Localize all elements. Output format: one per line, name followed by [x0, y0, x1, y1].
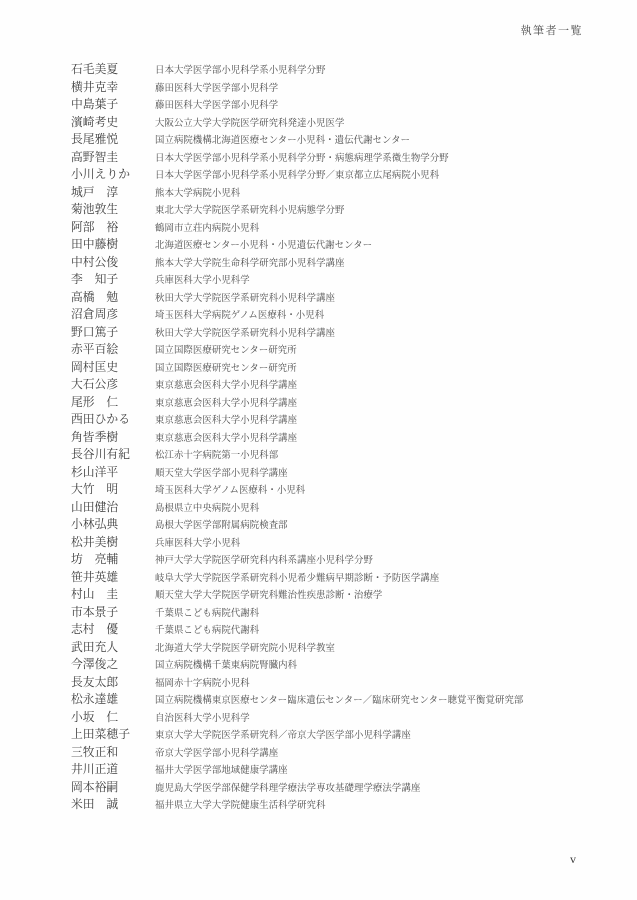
author-affiliation: 熊本大学大学院生命科学研究部小児科学講座	[155, 258, 345, 269]
author-name: 上田菜穂子	[71, 727, 130, 741]
author-row	[71, 709, 617, 727]
author-row	[71, 569, 617, 587]
author-row	[71, 219, 617, 237]
author-affiliation: 秋田大学大学院医学系研究科小児科学講座	[155, 328, 336, 339]
author-name: 坊 亮輔	[71, 552, 119, 566]
author-name: 村山 圭	[71, 587, 119, 601]
author-list	[71, 61, 617, 814]
author-row	[71, 271, 617, 289]
author-row	[71, 341, 617, 359]
author-affiliation: 熊本大学病院小児科	[155, 188, 241, 199]
author-row	[71, 429, 617, 447]
author-affiliation: 日本大学医学部小児科学系小児科学分野	[155, 66, 326, 76]
author-affiliation: 国立病院機構千葉東病院腎臓内科	[155, 661, 298, 671]
author-name: 長友太郎	[71, 674, 119, 689]
author-affiliation: 帝京大学医学部小児科学講座	[155, 748, 279, 759]
author-row	[71, 166, 617, 184]
author-name: 阿部 裕	[71, 219, 119, 234]
author-row	[71, 114, 617, 132]
author-affiliation: 東京慈恵会医科大学小児科学講座	[155, 416, 298, 426]
author-name: 山田健治	[71, 499, 119, 514]
author-row	[71, 551, 617, 569]
author-row	[71, 149, 617, 167]
author-name: 高橋 勉	[71, 289, 119, 304]
author-name: 石毛美夏	[71, 62, 119, 76]
author-affiliation: 千葉県こども病院代謝科	[155, 608, 260, 619]
author-affiliation: 福岡赤十字病院小児科	[155, 678, 250, 689]
author-name: 今澤俊之	[71, 657, 119, 671]
author-row	[71, 481, 617, 499]
author-row	[71, 254, 617, 272]
author-affiliation: 千葉県こども病院代謝科	[155, 626, 260, 636]
author-row	[71, 586, 617, 604]
author-name: 三牧正和	[71, 744, 119, 759]
author-row	[71, 289, 617, 307]
author-affiliation: 自治医科大学小児科学	[155, 713, 250, 724]
author-affiliation: 順天堂大学医学部小児科学講座	[155, 468, 288, 479]
author-affiliation: 北海道大学大学院医学研究院小児科学教室	[155, 643, 336, 654]
author-affiliation: 北海道医療センター小児科・小児遺伝代謝センター	[155, 241, 373, 251]
author-affiliation: 藤田医科大学医学部小児科学	[155, 83, 279, 94]
author-row	[71, 376, 617, 394]
author-row	[71, 236, 617, 254]
author-name: 松井美樹	[71, 534, 119, 549]
author-row	[71, 201, 617, 219]
author-row	[71, 394, 617, 412]
author-affiliation: 埼玉医科大学病院ゲノム医療科・小児科	[155, 311, 325, 321]
author-row	[71, 796, 617, 814]
author-name: 中村公俊	[71, 254, 119, 269]
author-row	[71, 464, 617, 482]
author-name: 長尾雅悦	[71, 132, 119, 146]
author-row	[71, 359, 617, 377]
author-row	[71, 726, 617, 744]
author-affiliation: 東京慈恵会医科大学小児科学講座	[155, 381, 298, 391]
author-row	[71, 656, 617, 674]
author-affiliation: 島根県立中央病院小児科	[155, 503, 260, 514]
author-name: 井川正道	[71, 762, 119, 776]
author-affiliation: 日本大学医学部小児科学系小児科学分野／東京都立広尾病院小児科	[155, 171, 440, 181]
author-name: 小坂 仁	[71, 709, 119, 724]
author-name: 赤平百絵	[71, 342, 119, 356]
author-name: 角皆季樹	[71, 429, 119, 444]
author-name: 市本景子	[71, 604, 119, 619]
author-name: 杉山洋平	[71, 464, 119, 479]
author-row	[71, 96, 617, 114]
author-affiliation: 兵庫医科大学小児科	[155, 538, 241, 549]
author-name: 岡村匡史	[71, 359, 119, 374]
author-row	[71, 674, 617, 692]
author-row	[71, 446, 617, 464]
author-name: 長谷川有紀	[71, 447, 130, 461]
author-affiliation: 秋田大学大学院医学系研究科小児科学講座	[155, 293, 336, 304]
author-row	[71, 604, 617, 622]
author-name: 中島葉子	[71, 97, 119, 111]
author-affiliation: 国立国際医療研究センター研究所	[155, 363, 297, 374]
author-row	[71, 79, 617, 97]
author-name: 米田 誠	[71, 797, 119, 811]
author-affiliation: 国立病院機構東京医療センター臨床遺伝センター／臨床研究センター聴覚平衡覚研究部	[155, 696, 524, 706]
author-affiliation: 国立病院機構北海道医療センター小児科・遺伝代謝センター	[155, 136, 411, 146]
author-affiliation: 日本大学医学部小児科学系小児科学分野・病態病理学系微生物学分野	[155, 153, 449, 164]
author-name: 菊池敦生	[71, 202, 119, 216]
author-name: 西田ひかる	[71, 412, 130, 426]
author-name: 武田充人	[71, 639, 119, 654]
author-name: 横井克幸	[71, 79, 119, 94]
author-affiliation: 鶴岡市立荘内病院小児科	[155, 223, 260, 234]
author-row	[71, 779, 617, 797]
author-row	[71, 131, 617, 149]
author-affiliation: 順天堂大学大学院医学研究科難治性疾患診断・治療学	[155, 591, 383, 601]
author-affiliation: 兵庫医科大学小児科学	[155, 276, 250, 286]
author-name: 李 知子	[71, 272, 119, 286]
author-row	[71, 411, 617, 429]
author-row	[71, 744, 617, 762]
author-row	[71, 306, 617, 324]
author-row	[71, 621, 617, 639]
author-affiliation: 福井県立大学大学院健康生活科学研究科	[155, 801, 326, 811]
author-name: 沼倉周彦	[71, 307, 119, 321]
author-row	[71, 516, 617, 534]
author-row	[71, 639, 617, 657]
author-affiliation: 東京慈恵会医科大学小児科学講座	[155, 433, 298, 444]
author-name: 小林弘典	[71, 517, 119, 531]
author-row	[71, 324, 617, 342]
author-name: 大石公彦	[71, 377, 119, 391]
author-name: 岡本裕嗣	[71, 779, 119, 794]
author-affiliation: 東京大学大学院医学系研究科／帝京大学医学部小児科学講座	[155, 731, 411, 741]
author-name: 笹井英雄	[71, 569, 119, 584]
author-affiliation: 島根大学医学部附属病院検査部	[155, 521, 288, 531]
author-name: 松永達雄	[71, 692, 119, 706]
author-name: 濱崎考史	[71, 114, 119, 129]
page-number: v	[570, 852, 576, 866]
author-affiliation: 東京慈恵会医科大学小児科学講座	[155, 398, 298, 409]
author-name: 志村 優	[71, 622, 119, 636]
author-affiliation: 鹿児島大学医学部保健学科理学療法学専攻基礎理学療法学講座	[155, 783, 421, 794]
running-head: 執筆者一覧	[520, 25, 583, 37]
author-row	[71, 761, 617, 779]
author-row	[71, 534, 617, 552]
author-affiliation: 福井大学医学部地域健康学講座	[155, 766, 288, 776]
author-affiliation: 藤田医科大学医学部小児科学	[155, 101, 279, 111]
author-name: 田中藤樹	[71, 237, 119, 251]
author-row	[71, 691, 617, 709]
author-affiliation: 埼玉医科大学ゲノム医療科・小児科	[155, 486, 306, 496]
author-affiliation: 国立国際医療研究センター研究所	[155, 346, 297, 356]
author-affiliation: 大阪公立大学大学院医学研究科発達小児医学	[155, 118, 345, 129]
author-affiliation: 岐阜大学大学院医学系研究科小児希少難病早期診断・予防医学講座	[155, 573, 440, 584]
author-name: 高野智圭	[71, 149, 119, 164]
author-row	[71, 499, 617, 517]
author-name: 城戸 淳	[71, 184, 119, 199]
author-affiliation: 神戸大学大学院医学研究科内科系講座小児科学分野	[155, 556, 373, 566]
author-name: 小川えりか	[71, 167, 130, 181]
author-affiliation: 松江赤十字病院第一小児科部	[155, 451, 279, 461]
author-row	[71, 184, 617, 202]
author-name: 尾形 仁	[71, 394, 119, 409]
author-name: 大竹 明	[71, 482, 119, 496]
author-affiliation: 東北大学大学院医学系研究科小児病態学分野	[155, 206, 345, 216]
author-name: 野口篤子	[71, 324, 119, 339]
author-row	[71, 61, 617, 79]
